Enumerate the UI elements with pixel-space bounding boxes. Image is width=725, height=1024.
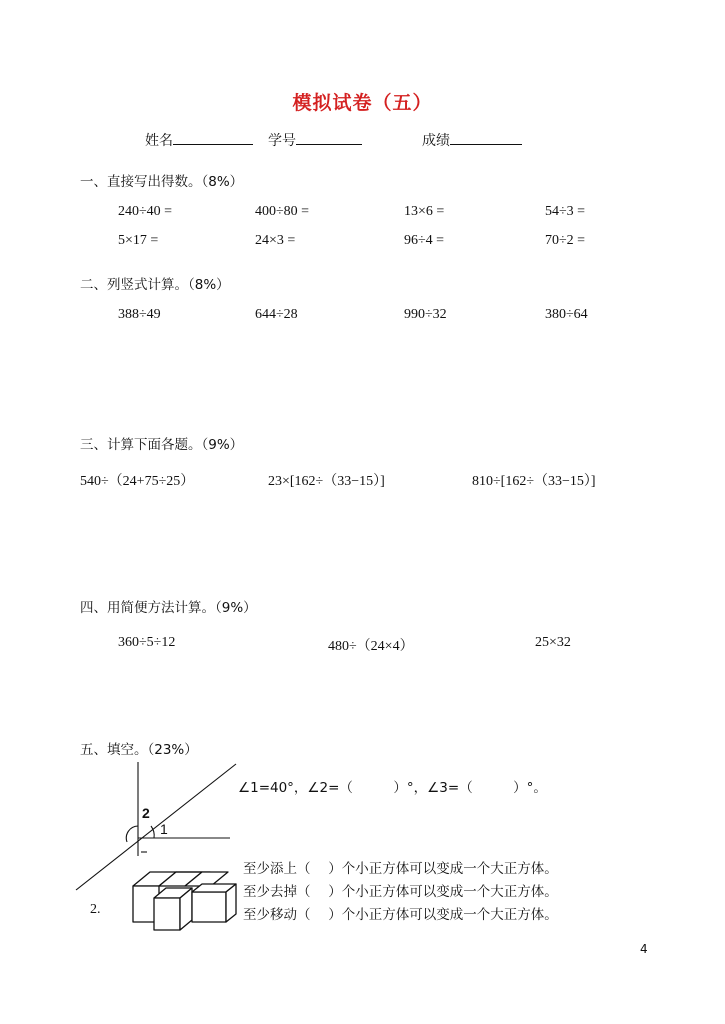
- section-1-heading: 一、直接写出得数。（8%）: [80, 174, 244, 190]
- student-id-label: 学号: [268, 133, 296, 149]
- item-2-label: 2.: [90, 902, 101, 917]
- exam-title: 模拟试卷（五）: [292, 92, 433, 114]
- s1-problem: 24×3 =: [255, 233, 296, 248]
- s1-problem: 70÷2 =: [545, 233, 586, 248]
- page-number: 4: [640, 942, 648, 956]
- s4-problem: 25×32: [535, 635, 571, 650]
- s1-problem: 400÷80 =: [255, 204, 310, 219]
- s2-problem: 990÷32: [404, 307, 447, 322]
- s4-problem: 480÷（24×4）: [328, 639, 414, 654]
- cube-question-add: 至少添上（ ）个小正方体可以变成一个大正方体。: [243, 861, 558, 877]
- s3-problem: 810÷[162÷（33−15）]: [472, 474, 596, 489]
- cube-front-face: [154, 898, 180, 930]
- angle-question: ∠1=40°，∠2=（ ）°，∠3=（ ）°。: [238, 780, 547, 796]
- s2-problem: 380÷64: [545, 307, 588, 322]
- cube-figure: [133, 872, 236, 930]
- s1-problem: 54÷3 =: [545, 204, 586, 219]
- angle-1-arc: [151, 826, 154, 838]
- cube-front-face: [192, 892, 226, 922]
- s1-problem: 5×17 =: [118, 233, 159, 248]
- angle-2-label: 2: [142, 805, 150, 821]
- s2-problem: 644÷28: [255, 307, 298, 322]
- s3-problem: 540÷（24+75÷25）: [80, 474, 195, 489]
- s2-problem: 388÷49: [118, 307, 161, 322]
- angle-2-arc: [126, 826, 138, 842]
- cube-question-remove: 至少去掉（ ）个小正方体可以变成一个大正方体。: [243, 884, 558, 900]
- s3-problem: 23×[162÷（33−15）]: [268, 474, 385, 489]
- s4-problem: 360÷5÷12: [118, 635, 176, 650]
- s1-problem: 96÷4 =: [404, 233, 445, 248]
- cube-question-move: 至少移动（ ）个小正方体可以变成一个大正方体。: [243, 907, 558, 923]
- s1-problem: 13×6 =: [404, 204, 445, 219]
- angle-diagram: [76, 762, 236, 890]
- section-4-heading: 四、用简便方法计算。（9%）: [80, 600, 257, 616]
- section-5-heading: 五、填空。（23%）: [80, 742, 198, 758]
- angle-1-label: 1: [160, 821, 168, 837]
- name-label: 姓名: [145, 133, 173, 149]
- section-3-heading: 三、计算下面各题。（9%）: [80, 437, 244, 453]
- score-label: 成绩: [422, 133, 450, 149]
- section-2-heading: 二、列竖式计算。（8%）: [80, 277, 230, 293]
- s1-problem: 240÷40 =: [118, 204, 173, 219]
- diagonal-line: [76, 764, 236, 890]
